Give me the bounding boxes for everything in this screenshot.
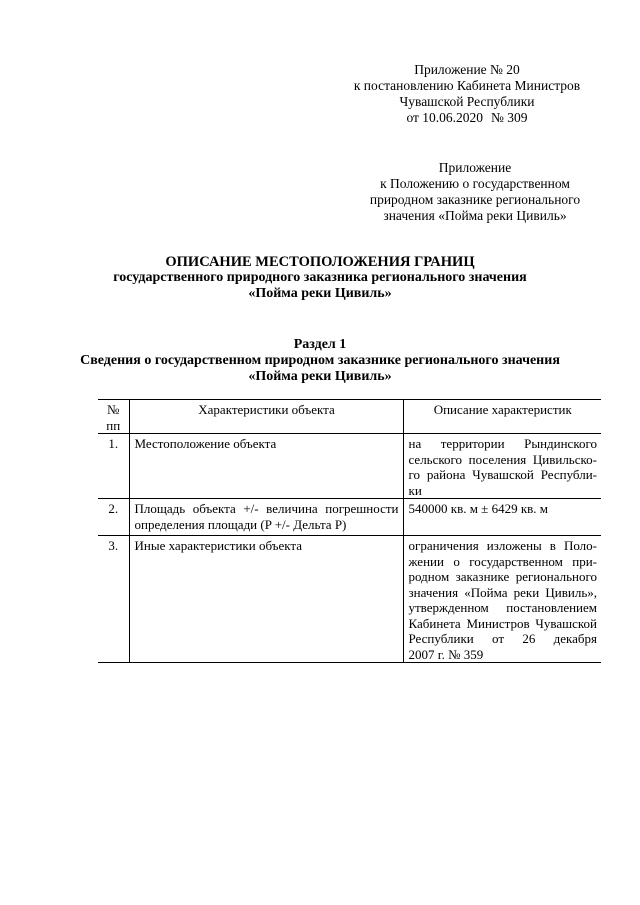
table-row — [98, 536, 601, 663]
appendix-20-line: к постановлению Кабинета Министров — [353, 78, 581, 93]
appendix-20-date: от 10.06.2020 — [406, 110, 484, 125]
description-line: 2007 г. № 359 — [408, 646, 484, 662]
characteristic-line: определения площади (P +/- Дельта P) — [134, 516, 347, 532]
appendix-regulation-line: к Положению о государственном — [380, 176, 570, 191]
appendix-regulation-line: значения «Пойма реки Цивиль» — [383, 208, 567, 223]
section-heading-line: «Пойма реки Цивиль» — [248, 369, 392, 384]
row-description — [403, 434, 601, 499]
description-line: родном заказнике регионального — [408, 569, 597, 584]
appendix-20-number: № 309 — [491, 110, 528, 125]
description-line: го района Чувашской Республи- — [408, 467, 597, 482]
header-number-symbol: № — [107, 402, 120, 417]
description-line: ки — [408, 482, 422, 498]
description-line: жении о государственном при- — [408, 553, 597, 569]
row-characteristic — [129, 499, 403, 536]
document-title-line: ОПИСАНИЕ МЕСТОПОЛОЖЕНИЯ ГРАНИЦ — [165, 254, 475, 270]
description-line: ограничения изложены в Поло- — [408, 538, 597, 553]
appendix-regulation-line: природном заказнике регионального — [369, 192, 581, 207]
document-title-line: государственного природного заказника регионального значения — [113, 270, 527, 285]
section-heading — [0, 337, 640, 385]
description-line: Кабинета Министров Чувашской — [408, 615, 597, 631]
characteristic-line: Местоположение объекта — [134, 436, 277, 451]
header-description: Описание характеристик — [403, 400, 601, 434]
header-number-abbrev: пп — [106, 417, 121, 433]
appendix-regulation-header — [356, 160, 594, 224]
table-row — [98, 434, 601, 499]
document-title-line: «Пойма реки Цивиль» — [248, 286, 392, 301]
appendix-20-line: Чувашской Республики — [399, 94, 535, 109]
section-heading-line: Сведения о государственном природном заказнике регионального значения — [80, 353, 560, 368]
table-header-row — [98, 400, 601, 434]
row-number: 2. — [98, 499, 129, 536]
description-line: Республики от 26 декабря — [408, 631, 597, 646]
row-number: 3. — [98, 536, 129, 663]
header-characteristics: Характеристики объекта — [129, 400, 403, 434]
appendix-20-header — [340, 62, 594, 126]
row-description — [403, 499, 601, 536]
appendix-20-date-row — [340, 110, 594, 126]
row-characteristic — [129, 536, 403, 663]
description-line: на территории Рындинского — [408, 436, 597, 451]
document-title — [0, 254, 640, 302]
row-number: 1. — [98, 434, 129, 499]
header-number — [98, 400, 129, 434]
row-characteristic — [129, 434, 403, 499]
characteristic-line: Площадь объекта +/- величина погрешности — [134, 501, 399, 516]
section-heading-line: Раздел 1 — [293, 337, 347, 352]
characteristics-table — [98, 399, 601, 663]
description-line: 540000 кв. м ± 6429 кв. м — [408, 501, 548, 516]
description-line: утвержденном постановлением — [408, 600, 597, 615]
characteristic-line: Иные характеристики объекта — [134, 538, 302, 553]
appendix-20-line: Приложение № 20 — [414, 62, 520, 77]
appendix-regulation-line: Приложение — [438, 160, 512, 175]
description-line: сельского поселения Цивильско- — [408, 451, 597, 467]
table-row — [98, 499, 601, 536]
description-line: значения «Пойма реки Цивиль», — [408, 584, 597, 600]
row-description — [403, 536, 601, 663]
